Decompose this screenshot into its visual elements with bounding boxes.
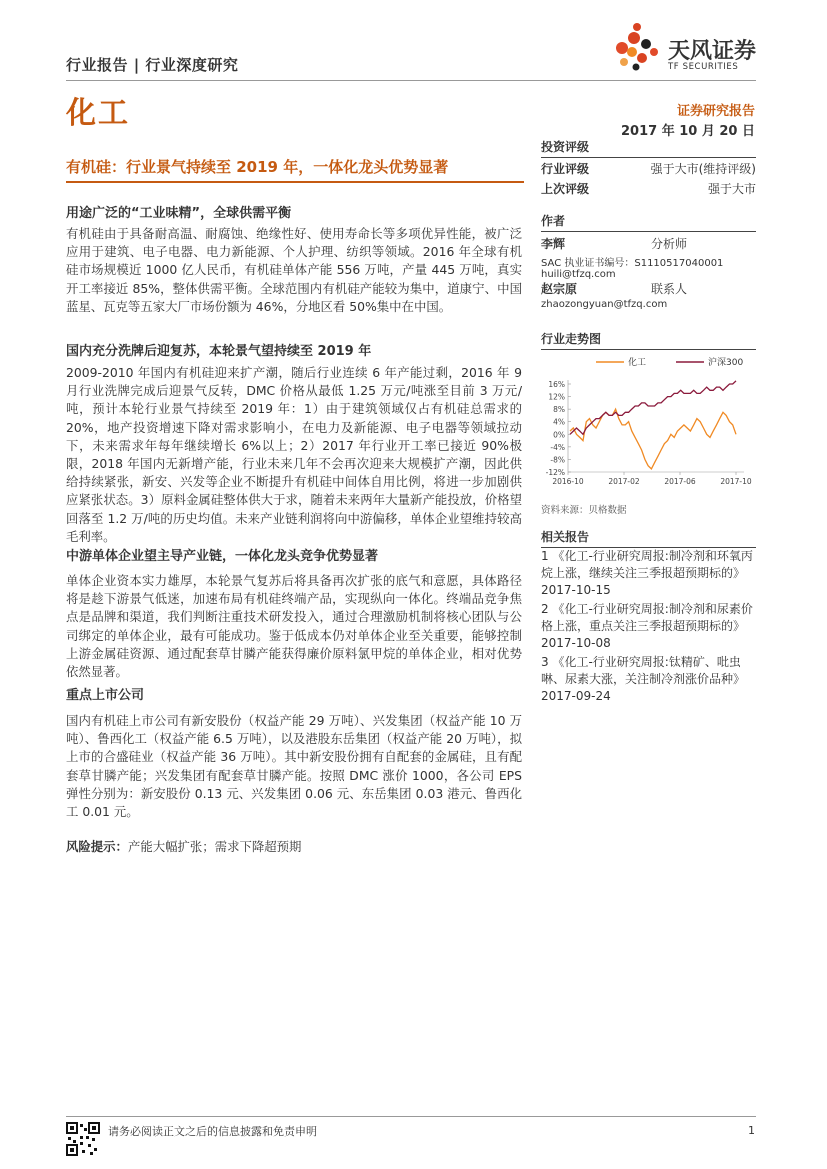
section-heading: 用途广泛的“工业味精”，全球供需平衡 xyxy=(66,206,292,221)
x-tick-label: 2016-10 xyxy=(552,477,584,486)
related-list xyxy=(541,548,756,705)
related-item[interactable] xyxy=(541,601,756,652)
rating-industry-row xyxy=(541,160,756,177)
brand-name-cn: 天风证券 xyxy=(668,39,757,64)
legend-label: 沪深300 xyxy=(708,358,744,368)
section-heading: 国内充分洗牌后迎复苏，本轮景气望持续至 2019 年 xyxy=(66,344,372,359)
section-heading: 中游单体企业望主导产业链，一体化龙头竞争优势显著 xyxy=(66,549,379,564)
title-divider xyxy=(66,181,524,183)
y-tick-label: 0% xyxy=(553,430,565,440)
rating-last-row xyxy=(541,180,756,197)
related-date: 2017-10-15 xyxy=(541,583,611,597)
related-heading: 相关报告 xyxy=(541,528,756,548)
x-tick-label: 2017-06 xyxy=(664,477,696,486)
page-number: 1 xyxy=(748,1124,755,1137)
related-item[interactable] xyxy=(541,654,756,705)
x-tick-label: 2017-02 xyxy=(608,477,640,486)
related-item[interactable] xyxy=(541,548,756,599)
y-tick-label: 4% xyxy=(553,417,565,427)
author-name: 赵宗原 xyxy=(541,282,578,296)
footer-disclaimer: 请务必阅读正文之后的信息披露和免责申明 xyxy=(108,1125,317,1138)
author-cert-label: SAC 执业证书编号： xyxy=(541,258,635,269)
section-body: 单体企业资本实力雄厚，本轮景气复苏后将具备再次扩张的底气和意愿，具体路径将是趁下游景气低迷，加速布局有机硅终端产品，实现纵向一体化。终端品竞争焦点是品牌和渠道，我们判断注重技术研发投入，通过合理激励机制将核心团队与公司绑定的单体企业，最有可能成功。鉴于低成本仍对单体企业至关重要，能够控制上游金属硅资源、通过配套草甘膦产能获得廉价原料氯甲烷的单体企业，相对优势依然显著。 xyxy=(66,573,522,680)
related-date: 2017-10-08 xyxy=(541,636,611,650)
rating-last-label: 上次评级 xyxy=(541,182,590,196)
related-date: 2017-09-24 xyxy=(541,689,611,703)
risk-text: 产能大幅扩张；需求下降超预期 xyxy=(127,839,302,854)
author-name: 李辉 xyxy=(541,237,566,251)
doc-date: 2017 年 10 月 20 日 xyxy=(621,124,755,139)
y-tick-label: 12% xyxy=(548,392,565,402)
related-title: 1 《化工-行业研究周报:制冷剂和环氧丙烷上涨，继续关注三季报超预期标的》 xyxy=(541,549,753,580)
y-tick-label: 8% xyxy=(553,405,565,415)
brand-name-en: TF SECURITIES xyxy=(668,62,739,72)
section-heading: 重点上市公司 xyxy=(66,688,145,703)
y-tick-label: -8% xyxy=(550,455,565,465)
qr-code-icon xyxy=(66,1122,100,1156)
tf-logo-icon xyxy=(612,22,664,72)
footer-divider xyxy=(66,1116,756,1117)
author-1 xyxy=(541,235,756,280)
risk-note xyxy=(66,837,301,855)
rating-heading: 投资评级 xyxy=(541,138,756,158)
related-title: 2 《化工-行业研究周报:制冷剂和尿素价格上涨，重点关注三季报超预期标的》 xyxy=(541,602,753,633)
section-body: 有机硅由于具备耐高温、耐腐蚀、绝缘性好、使用寿命长等多项优异性能，被广泛应用于建筑、电子电器、电力新能源、个人护理、纺织等领域。2016 年全球有机硅市场规模近 1000 亿人民币，有机硅单体产能 556 万吨，产量 445 万吨，真实开工率接近 85%，整体供需平衡。全球范围内有机硅产能较为集中，道康宁、中国蓝星、瓦克等五家大厂市场份额为 46%，分地区看 50%集中在中国。 xyxy=(66,226,522,314)
author-email[interactable]: zhaozongyuan@tfzq.com xyxy=(541,299,668,310)
rating-industry-label: 行业评级 xyxy=(541,162,590,176)
report-title: 有机硅：行业景气持续至 2019 年，一体化龙头优势显著 xyxy=(66,158,449,176)
author-2 xyxy=(541,280,756,310)
y-tick-label: -4% xyxy=(550,442,565,452)
legend-label: 化工 xyxy=(628,358,647,368)
chart-source: 资料来源：贝格数据 xyxy=(541,505,627,516)
section-body: 2009-2010 年国内有机硅迎来扩产潮，随后行业连续 6 年产能过剩，2016 年 9 月行业洗牌完成后迎景气反转，DMC 价格从最低 1.25 万元/吨涨至目前 3 万元/吨，预计本轮行业景气持续至 2019 年：1）由于建筑领域仅占有机硅总需求的 20%，地产投资增速下降对需求影响小，在电力及新能源、电子电器等领域拉动下，未来需求年每年继续增长 6%以上；2）2017 年行业开工率已接近 90%极限，2018 年国内无新增产能，行业未来几年不会再次迎来大规模扩产潮，因此供给持续紧张，新安、兴发等企业不断提升有机硅中间体自用比例，将进一步加剧供应紧张状态。3）原料金属硅整体供大于求，随着未来两年大量新产能投放，价格望回落至 1.2 万/吨的历史均值。未来产业链利润将向中游偏移，单体企业望维持较高毛利率。 xyxy=(66,365,522,544)
authors-heading: 作者 xyxy=(541,212,756,232)
doc-type: 证券研究报告 xyxy=(676,104,755,119)
report-category: 行业报告 | 行业深度研究 xyxy=(66,56,239,74)
y-tick-label: 16% xyxy=(548,380,565,389)
related-title: 3 《化工-行业研究周报:钛精矿、吡虫啉、尿素大涨，关注制冷剂涨价品种》 xyxy=(541,655,746,686)
header-divider xyxy=(66,80,756,81)
author-role: 联系人 xyxy=(651,282,688,296)
series-line xyxy=(570,409,736,469)
sector-title: 化工 xyxy=(66,96,130,131)
y-tick-label: -12% xyxy=(545,468,565,477)
section-body: 国内有机硅上市公司有新安股份（权益产能 29 万吨）、兴发集团（权益产能 10 万吨）、鲁西化工（权益产能 6.5 万吨），以及港股东岳集团（权益产能 20 万吨），拟上市的合盛硅业（权益产能 36 万吨）。其中新安股份拥有自配套的金属硅，且有配套草甘膦产能；兴发集团有配套草甘膦产能。按照 DMC 涨价 1000，各公司 EPS 弹性分别为：新安股份 0.13 元、兴发集团 0.06 元、东岳集团 0.03 港元、鲁西化工 0.01 元。 xyxy=(66,713,522,820)
author-email[interactable]: huili@tfzq.com xyxy=(541,269,616,280)
x-tick-label: 2017-10 xyxy=(720,477,752,486)
chart-heading: 行业走势图 xyxy=(541,330,756,350)
rating-industry-value: 强于大市(维持评级) xyxy=(650,162,756,176)
author-cert: S1110517040001 xyxy=(634,258,724,269)
trend-chart xyxy=(538,350,752,490)
author-role: 分析师 xyxy=(651,237,688,251)
rating-last-value: 强于大市 xyxy=(707,182,756,196)
risk-label: 风险提示： xyxy=(66,839,128,854)
